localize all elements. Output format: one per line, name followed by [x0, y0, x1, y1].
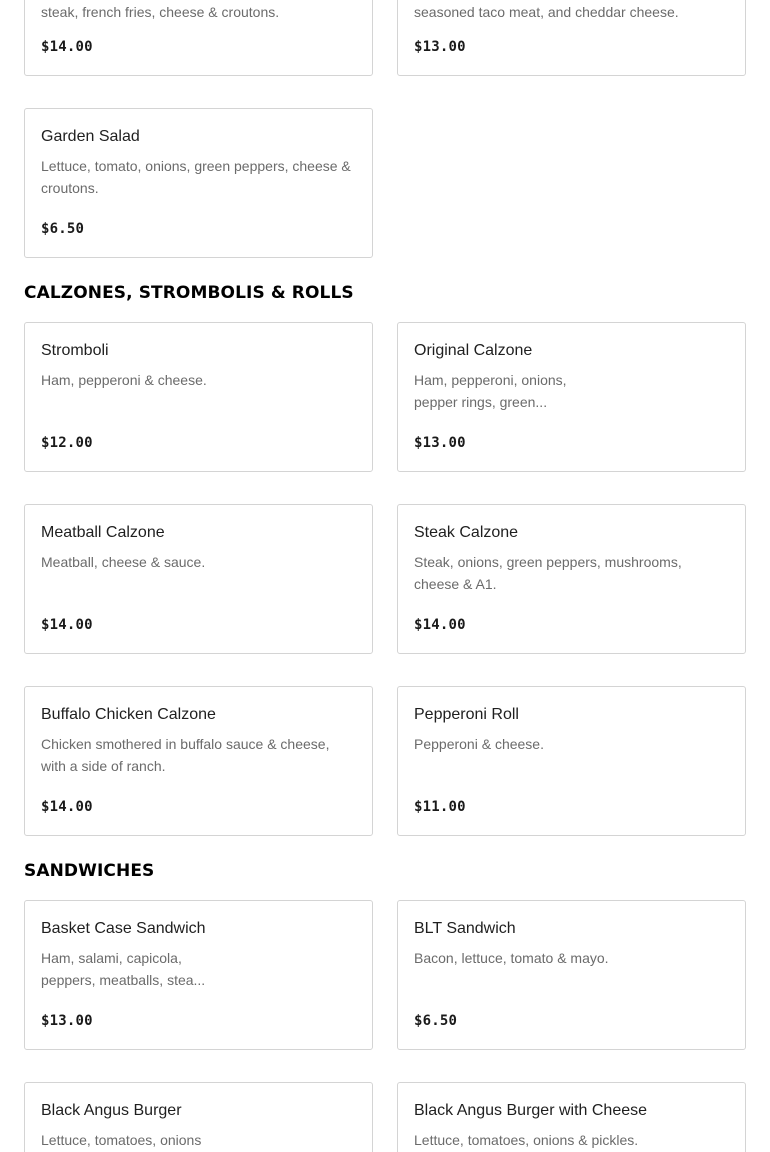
menu-item-description: seasoned taco meat, and cheddar cheese. [414, 4, 679, 20]
menu-item-card[interactable] [24, 900, 373, 1050]
menu-item-price: $14.00 [414, 617, 466, 633]
menu-item-name: Original Calzone [414, 342, 533, 359]
section-title-calzones: CALZONES, STROMBOLIS & ROLLS [24, 283, 354, 303]
menu-item-price: $14.00 [41, 799, 93, 815]
menu-item-price: $14.00 [41, 617, 93, 633]
menu-item-card[interactable] [24, 322, 373, 472]
menu-item-price: $14.00 [41, 39, 93, 55]
menu-item-card[interactable] [397, 504, 746, 654]
menu-item-card[interactable] [24, 1082, 373, 1152]
menu-item-name: Pepperoni Roll [414, 706, 519, 723]
menu-item-card[interactable] [24, 504, 373, 654]
menu-item-description: Steak, onions, green peppers, mushrooms, cheese & A1. [414, 554, 682, 592]
menu-item-price: $13.00 [41, 1013, 93, 1029]
menu-item-name: Meatball Calzone [41, 524, 165, 541]
menu-item-name: Garden Salad [41, 128, 140, 145]
menu-item-name: Stromboli [41, 342, 109, 359]
menu-item-price: $12.00 [41, 435, 93, 451]
menu-item-description: Chicken smothered in buffalo sauce & cheese, with a side of ranch. [41, 736, 330, 774]
menu-item-name: BLT Sandwich [414, 920, 516, 937]
menu-item-description: Ham, pepperoni & cheese. [41, 372, 207, 388]
menu-item-description: Lettuce, tomatoes, onions & pickles. [414, 1132, 639, 1148]
section-title-sandwiches: SANDWICHES [24, 861, 155, 881]
menu-item-description: steak, french fries, cheese & croutons. [41, 4, 280, 20]
menu-item-description: Bacon, lettuce, tomato & mayo. [414, 950, 609, 966]
menu-item-card[interactable] [24, 686, 373, 836]
menu-item-price: $6.50 [41, 221, 85, 237]
menu-item-name: Black Angus Burger [41, 1102, 182, 1119]
menu-item-card[interactable] [24, 108, 373, 258]
menu-item-card[interactable] [397, 900, 746, 1050]
menu-item-name: Basket Case Sandwich [41, 920, 206, 937]
menu-item-description: Meatball, cheese & sauce. [41, 554, 206, 570]
menu-item-name: Black Angus Burger with Cheese [414, 1102, 648, 1119]
menu-item-card[interactable] [397, 322, 746, 472]
menu-item-card[interactable] [397, 1082, 746, 1152]
menu-item-name: Buffalo Chicken Calzone [41, 706, 216, 723]
menu-item-price: $13.00 [414, 435, 466, 451]
menu-item-description: Lettuce, tomato, onions, green peppers, cheese & croutons. [41, 158, 351, 196]
menu-item-price: $11.00 [414, 799, 466, 815]
menu-item-description: Ham, salami, capicola, peppers, meatballs, stea... [41, 950, 206, 988]
menu-item-card[interactable] [24, 0, 373, 76]
menu-item-price: $13.00 [414, 39, 466, 55]
menu-item-description: Pepperoni & cheese. [414, 736, 544, 752]
menu-item-card[interactable] [397, 686, 746, 836]
menu-item-description: Ham, pepperoni, onions, pepper rings, green... [414, 372, 567, 410]
menu-item-card[interactable] [397, 0, 746, 76]
menu-item-price: $6.50 [414, 1013, 458, 1029]
menu-item-name: Steak Calzone [414, 524, 519, 541]
menu-item-description: Lettuce, tomatoes, onions [41, 1132, 202, 1148]
